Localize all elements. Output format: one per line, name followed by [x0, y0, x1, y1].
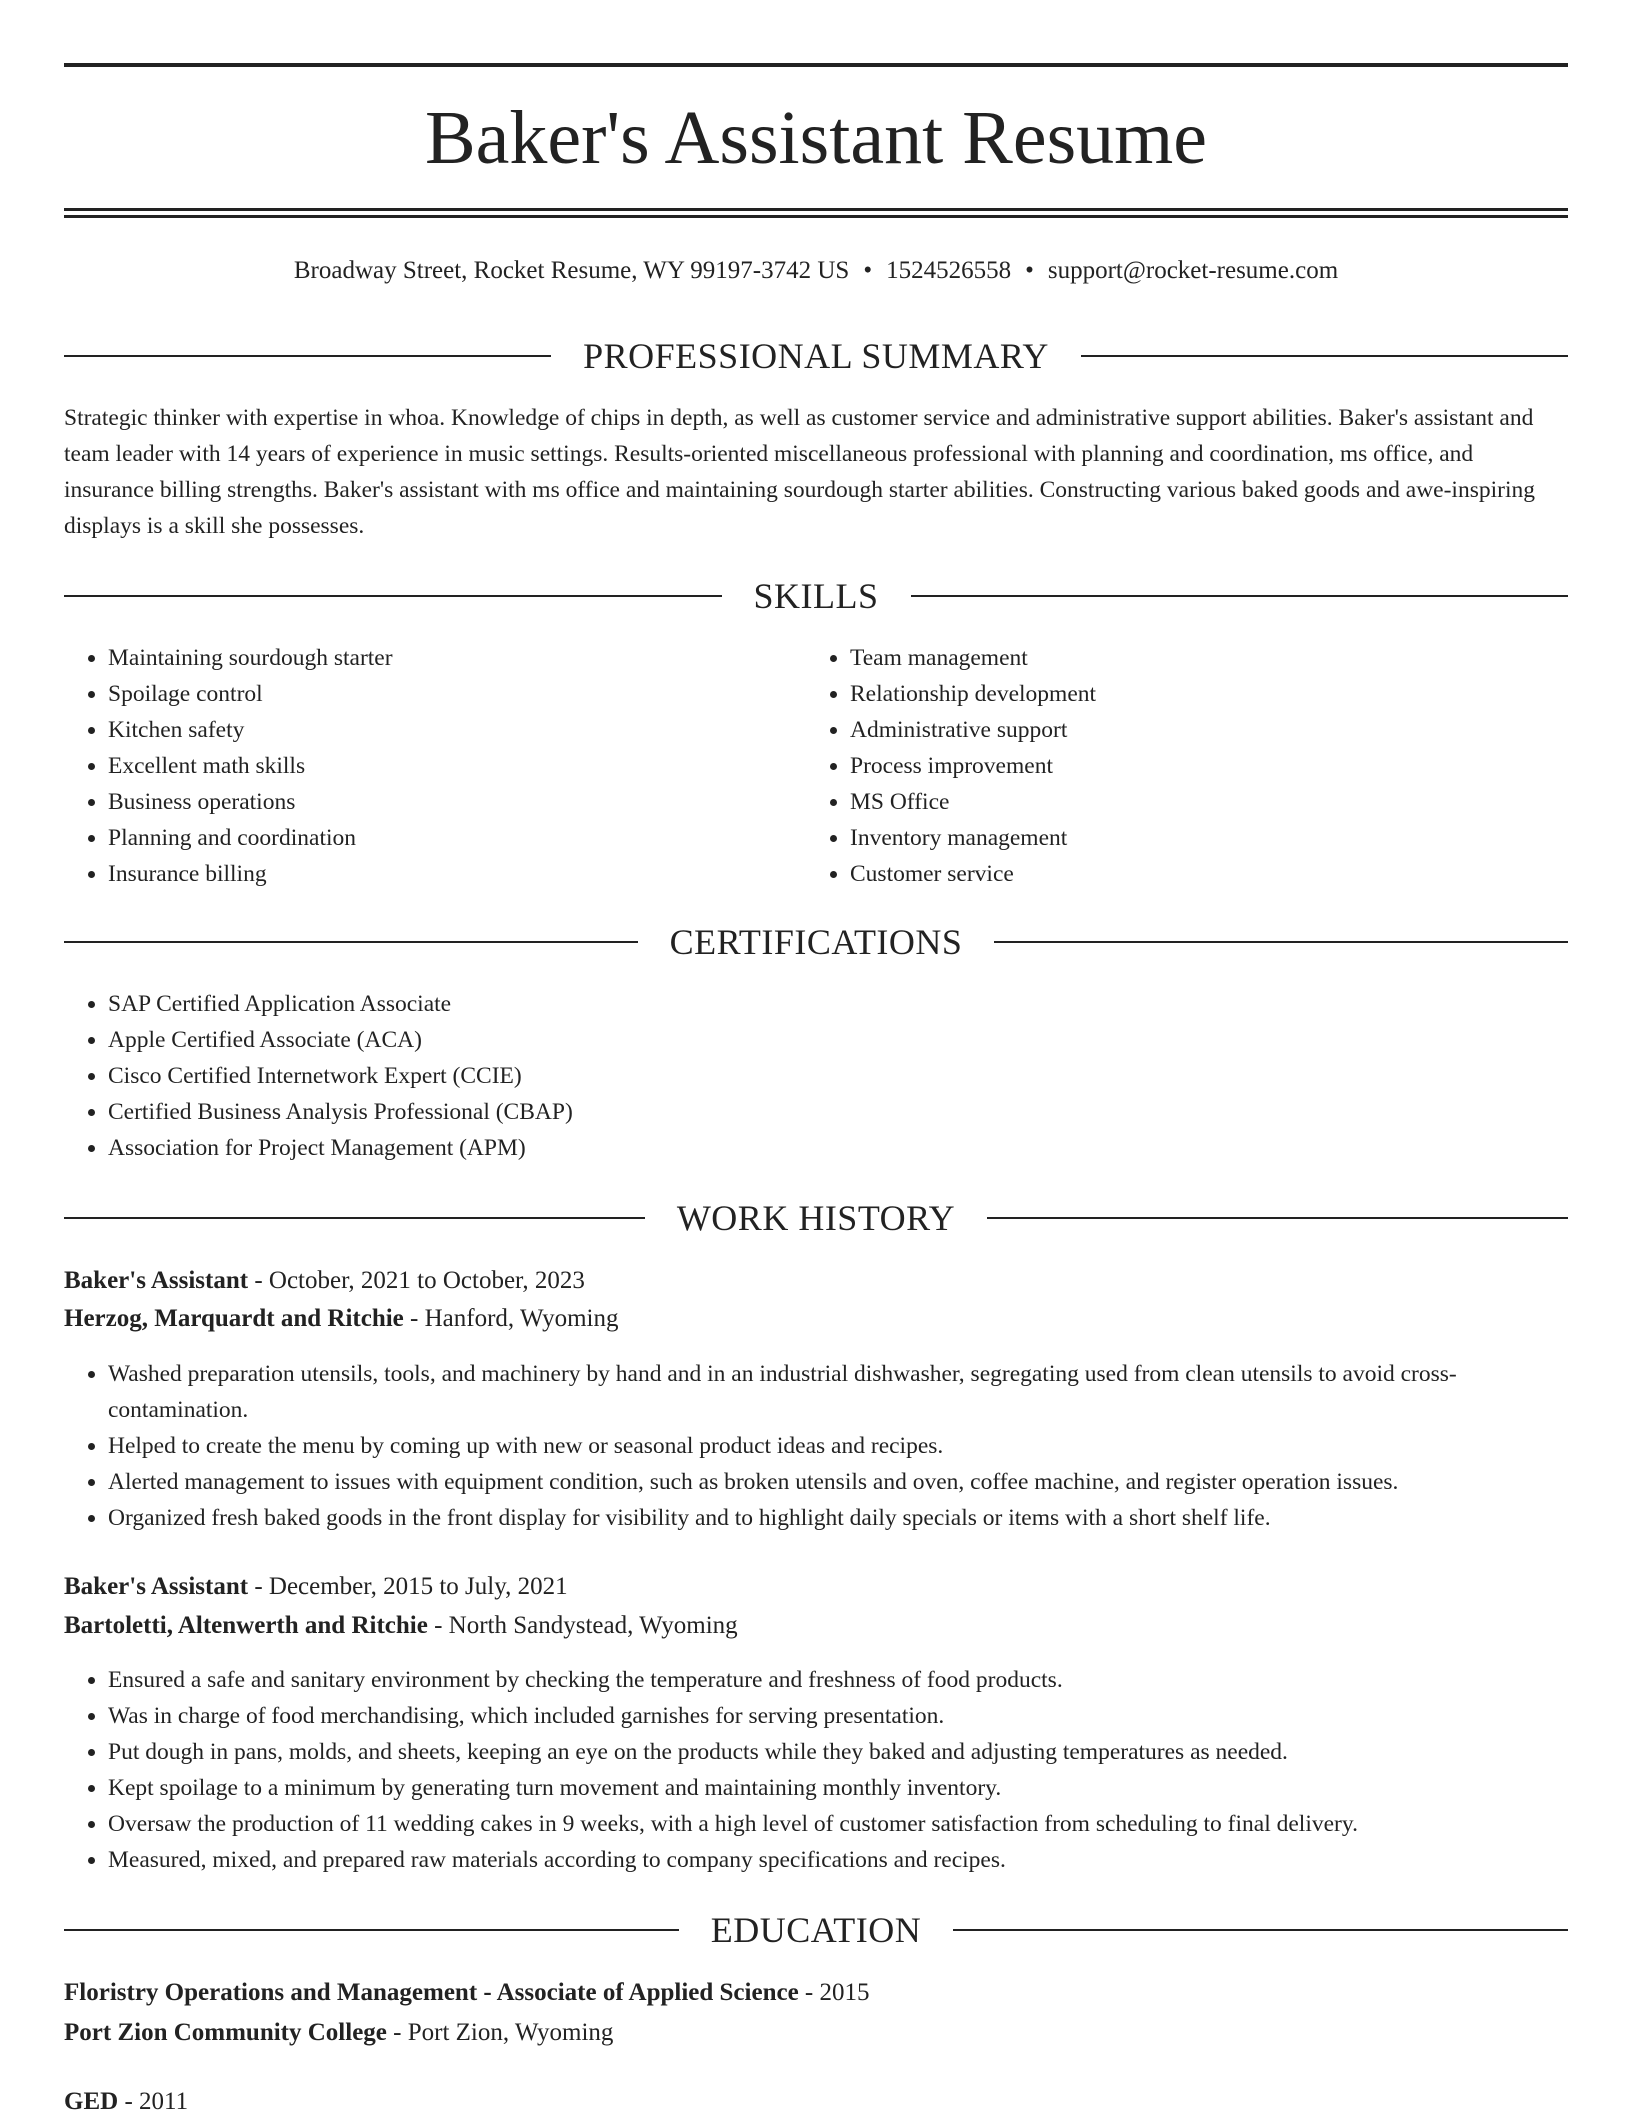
section-title: EDUCATION — [710, 1910, 922, 1950]
heading-rule — [64, 941, 638, 943]
contact-separator: • — [863, 257, 873, 284]
education-year: 2011 — [139, 2088, 189, 2115]
certification-item: • Apple Certified Associate (ACA) — [108, 1022, 1564, 1058]
skill-item: • Inventory management — [850, 820, 1566, 856]
duty-item: • Washed preparation utensils, tools, and machinery by hand and in an industrial dishwasher, segregating used from clean utensils to avoid cross-contamination. — [108, 1356, 1568, 1428]
job-title-line — [64, 1569, 1568, 1605]
dash: - — [427, 1612, 449, 1639]
resume-title: Baker's Assistant Resume — [424, 96, 1208, 180]
top-rule — [64, 63, 1568, 67]
skill-item: • MS Office — [850, 784, 1566, 820]
dash: - — [403, 1305, 425, 1332]
education-degree: Floristry Operations and Management - Associate of Applied Science — [64, 1979, 799, 2006]
skills-left-column — [64, 640, 804, 892]
skill-item: • Administrative support — [850, 712, 1566, 748]
section-heading-summary — [64, 334, 1568, 378]
heading-rule — [994, 941, 1568, 943]
heading-rule — [64, 1217, 645, 1219]
title-double-rule — [64, 208, 1568, 218]
certification-item: • SAP Certified Application Associate — [108, 986, 1564, 1022]
skill-item: • Team management — [850, 640, 1566, 676]
duty-item: • Organized fresh baked goods in the front display for visibility and to highlight daily specials or items with a short shelf life. — [108, 1500, 1568, 1536]
contact-line — [64, 254, 1568, 288]
skill-item: • Process improvement — [850, 748, 1566, 784]
certification-item: • Association for Project Management (APM) — [108, 1130, 1564, 1166]
job-title: Baker's Assistant — [64, 1267, 249, 1294]
certification-item: • Certified Business Analysis Professional (CBAP) — [108, 1094, 1564, 1130]
section-title: SKILLS — [753, 576, 879, 616]
section-title: WORK HISTORY — [676, 1198, 956, 1238]
job-location: North Sandystead, Wyoming — [448, 1612, 738, 1639]
section-heading-certifications — [64, 920, 1568, 964]
contact-email: support@rocket-resume.com — [1047, 257, 1339, 284]
duty-item: • Oversaw the production of 11 wedding cakes in 9 weeks, with a high level of customer satisfaction from scheduling to final delivery. — [108, 1806, 1568, 1842]
skill-item: • Customer service — [850, 856, 1566, 892]
heading-rule — [987, 1217, 1568, 1219]
section-heading-education — [64, 1908, 1568, 1952]
section-title: CERTIFICATIONS — [669, 922, 963, 962]
section-heading-work-history — [64, 1196, 1568, 1240]
job-company: Bartoletti, Altenwerth and Ritchie — [64, 1612, 428, 1639]
skill-item: • Relationship development — [850, 676, 1566, 712]
education-degree: GED — [64, 2088, 119, 2115]
duty-item: • Put dough in pans, molds, and sheets, keeping an eye on the products while they baked and adjusting temperatures as needed. — [108, 1734, 1568, 1770]
dash: - — [118, 2088, 140, 2115]
duty-item: • Alerted management to issues with equipment condition, such as broken utensils and oven, coffee machine, and register operation issues. — [108, 1464, 1568, 1500]
contact-separator: • — [1025, 257, 1034, 284]
summary-paragraph: Strategic thinker with expertise in whoa. Knowledge of chips in depth, as well as customer service and administrative support abilities. Baker's assistant and team leader with 14 years of experience in music settings. Results-oriented miscellaneous professional with planning and coordination, ms office, and insurance billing strengths. Baker's assistant with ms office and maintaining sourdough starter abilities. Constructing various baked goods and awe-inspiring displays is a skill she possesses. — [64, 405, 1535, 539]
job-company-line — [64, 1608, 1568, 1644]
job-dates: October, 2021 to October, 2023 — [268, 1267, 585, 1294]
skill-item: • Excellent math skills — [108, 748, 804, 784]
job-location: Hanford, Wyoming — [424, 1305, 619, 1332]
job-title-line — [64, 1263, 1568, 1299]
skills-right-column — [806, 640, 1566, 892]
skill-item: • Insurance billing — [108, 856, 804, 892]
dash: - — [798, 1979, 820, 2006]
education-location: Port Zion, Wyoming — [407, 2019, 614, 2046]
dash: - — [386, 2019, 408, 2046]
education-school-line — [64, 2015, 1568, 2051]
education-school: Port Zion Community College — [64, 2019, 387, 2046]
skill-item: • Planning and coordination — [108, 820, 804, 856]
heading-rule — [911, 595, 1569, 597]
heading-rule — [64, 595, 722, 597]
dash: - — [248, 1267, 269, 1294]
job-company: Herzog, Marquardt and Ritchie — [64, 1305, 404, 1332]
job-duties — [64, 1662, 1568, 1878]
heading-rule — [64, 1929, 679, 1931]
section-heading-skills — [64, 574, 1568, 618]
duty-item: • Was in charge of food merchandising, which included garnishes for serving presentation. — [108, 1698, 1568, 1734]
certifications-list — [64, 986, 1564, 1166]
job-company-line — [64, 1301, 1568, 1337]
certification-item: • Cisco Certified Internetwork Expert (CCIE) — [108, 1058, 1564, 1094]
job-duties — [64, 1356, 1568, 1536]
education-degree-line — [64, 1975, 1568, 2011]
heading-rule — [1081, 355, 1568, 357]
duty-item: • Kept spoilage to a minimum by generating turn movement and maintaining monthly inventory. — [108, 1770, 1568, 1806]
section-title: PROFESSIONAL SUMMARY — [583, 336, 1049, 376]
skill-item: • Business operations — [108, 784, 804, 820]
job-title: Baker's Assistant — [64, 1573, 249, 1600]
duty-item: • Ensured a safe and sanitary environment by checking the temperature and freshness of food products. — [108, 1662, 1568, 1698]
duty-item: • Measured, mixed, and prepared raw materials according to company specifications and recipes. — [108, 1842, 1568, 1878]
education-degree-line — [64, 2084, 1568, 2120]
job-dates: December, 2015 to July, 2021 — [268, 1573, 568, 1600]
heading-rule — [64, 355, 551, 357]
skill-item: • Kitchen safety — [108, 712, 804, 748]
skill-item: • Spoilage control — [108, 676, 804, 712]
heading-rule — [953, 1929, 1568, 1931]
skill-item: • Maintaining sourdough starter — [108, 640, 804, 676]
education-year: 2015 — [819, 1979, 870, 2006]
duty-item: • Helped to create the menu by coming up with new or seasonal product ideas and recipes. — [108, 1428, 1568, 1464]
dash: - — [248, 1573, 269, 1600]
contact-phone: 1524526558 — [886, 257, 1012, 284]
contact-address: Broadway Street, Rocket Resume, WY 99197-3742 US — [293, 257, 850, 284]
